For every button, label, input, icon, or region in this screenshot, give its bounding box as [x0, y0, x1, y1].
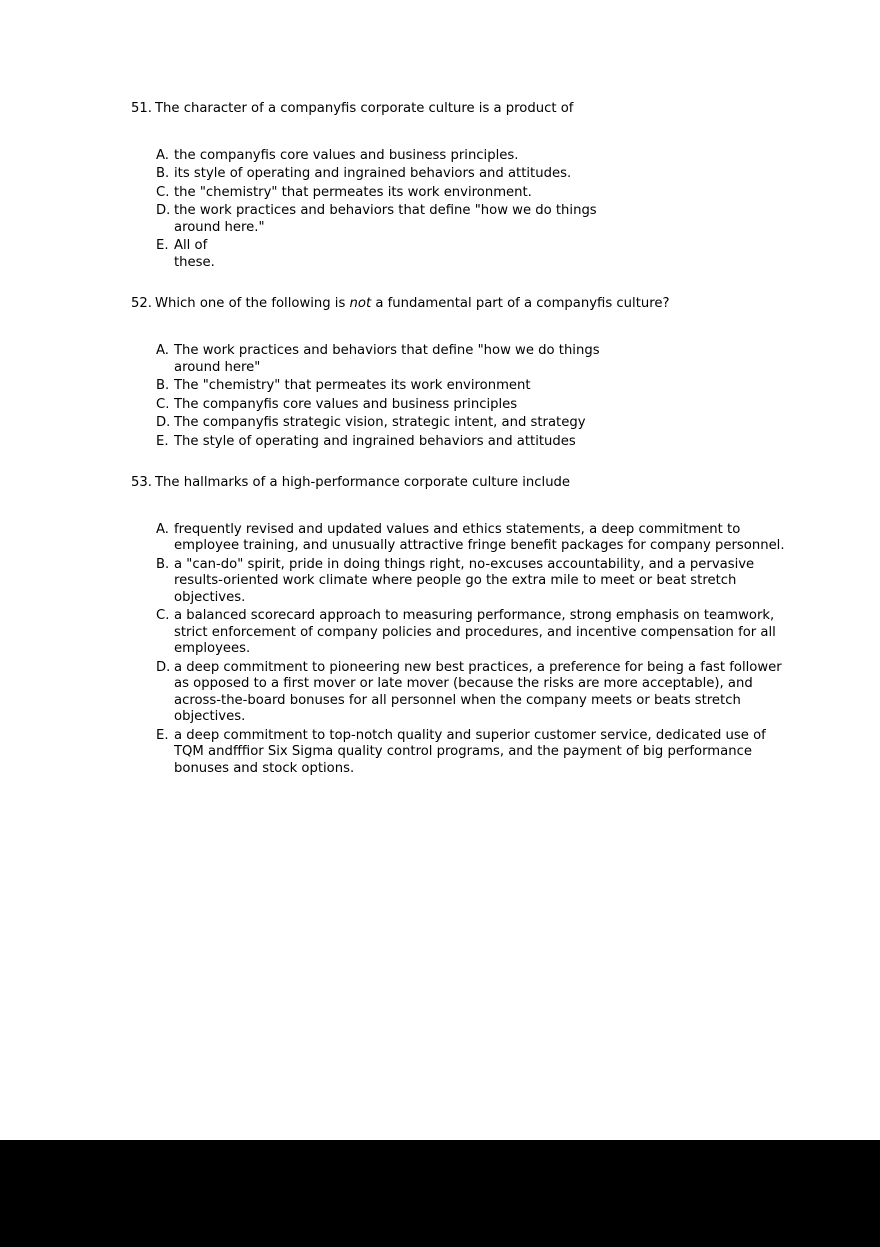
answer-options: [156, 343, 791, 450]
question-stem: [131, 474, 791, 492]
option-letter: A.: [156, 343, 169, 359]
answer-option[interactable]: [156, 185, 791, 202]
option-text: All of these.: [174, 238, 215, 270]
answer-options: [156, 148, 791, 272]
question-stem: [131, 295, 791, 313]
question-53: [131, 474, 791, 777]
answer-options: [156, 522, 791, 778]
answer-option[interactable]: [156, 148, 791, 165]
answer-option[interactable]: [156, 728, 791, 778]
answer-option[interactable]: [156, 660, 791, 726]
option-letter: E.: [156, 238, 169, 254]
question-52: [131, 295, 791, 450]
option-letter: B.: [156, 166, 170, 182]
option-letter: D.: [156, 203, 171, 219]
question-number: 52.: [131, 296, 152, 312]
answer-option[interactable]: [156, 608, 791, 658]
option-letter: B.: [156, 378, 170, 394]
option-letter: C.: [156, 184, 170, 200]
answer-option[interactable]: [156, 522, 791, 555]
question-list: [131, 100, 791, 801]
option-text: frequently revised and updated values and ethics statements, a deep commitment to employee training, and unusually attractive fringe benefit packages for company personnel.: [174, 521, 785, 554]
answer-option[interactable]: [156, 238, 791, 271]
option-letter: D.: [156, 415, 171, 431]
answer-option[interactable]: [156, 557, 791, 607]
option-letter: D.: [156, 659, 171, 675]
question-text: [155, 295, 791, 313]
question-text-emphasis: not: [349, 296, 372, 312]
answer-option[interactable]: [156, 397, 791, 414]
question-stem: [131, 100, 791, 118]
option-text: the "chemistry" that permeates its work environment.: [174, 184, 532, 200]
answer-option[interactable]: [156, 203, 791, 236]
option-letter: B.: [156, 556, 170, 572]
option-letter: A.: [156, 147, 169, 163]
question-number: 51.: [131, 101, 152, 116]
option-text: a deep commitment to pioneering new best practices, a preference for being a fast follower as opposed to a first mover or late mover (because the risks are more acceptable), and across-the-board bonuses for all personnel when the company meets or beats stretch objectives.: [174, 659, 782, 725]
option-text: a "can-do" spirit, pride in doing things right, no-excuses accountability, and a pervasive results-oriented work climate where people go the extra mile to meet or beat stretch objectives.: [174, 556, 755, 605]
answer-option[interactable]: [156, 434, 791, 451]
answer-option[interactable]: [156, 415, 791, 432]
option-letter: E.: [156, 727, 169, 743]
question-number: 53.: [131, 475, 152, 491]
question-text: The character of a companyfis corporate culture is a product of: [155, 101, 574, 116]
question-51: [131, 100, 791, 271]
question-text-post: a fundamental part of a companyfis culture?: [371, 296, 670, 312]
option-text: the companyfis core values and business principles.: [174, 147, 519, 163]
option-text: The companyfis core values and business principles: [174, 396, 518, 412]
answer-option[interactable]: [156, 166, 791, 183]
option-letter: A.: [156, 521, 169, 537]
option-text: a deep commitment to top-notch quality and superior customer service, dedicated use of TQM andfffior Six Sigma quality control programs, and the payment of big performance bonuses and stock options.: [174, 727, 766, 776]
option-text: a balanced scorecard approach to measuring performance, strong emphasis on teamwork, strict enforcement of company policies and procedures, and incentive compensation for all employees.: [174, 608, 776, 657]
option-text: the work practices and behaviors that define "how we do things around here.": [174, 203, 597, 235]
option-text: The "chemistry" that permeates its work environment: [174, 378, 531, 394]
option-text: The work practices and behaviors that define "how we do things around here": [174, 343, 600, 375]
option-text: The companyfis strategic vision, strategic intent, and strategy: [174, 415, 586, 431]
option-text: The style of operating and ingrained behaviors and attitudes: [174, 433, 576, 449]
answer-option[interactable]: [156, 343, 791, 376]
question-text-pre: Which one of the following is: [155, 296, 350, 312]
option-letter: C.: [156, 396, 170, 412]
option-letter: C.: [156, 608, 170, 624]
question-text: The hallmarks of a high-performance corporate culture include: [155, 475, 571, 491]
option-text: its style of operating and ingrained behaviors and attitudes.: [174, 166, 572, 182]
option-letter: E.: [156, 433, 169, 449]
page-footer-bar: [0, 1140, 880, 1247]
answer-option[interactable]: [156, 378, 791, 395]
